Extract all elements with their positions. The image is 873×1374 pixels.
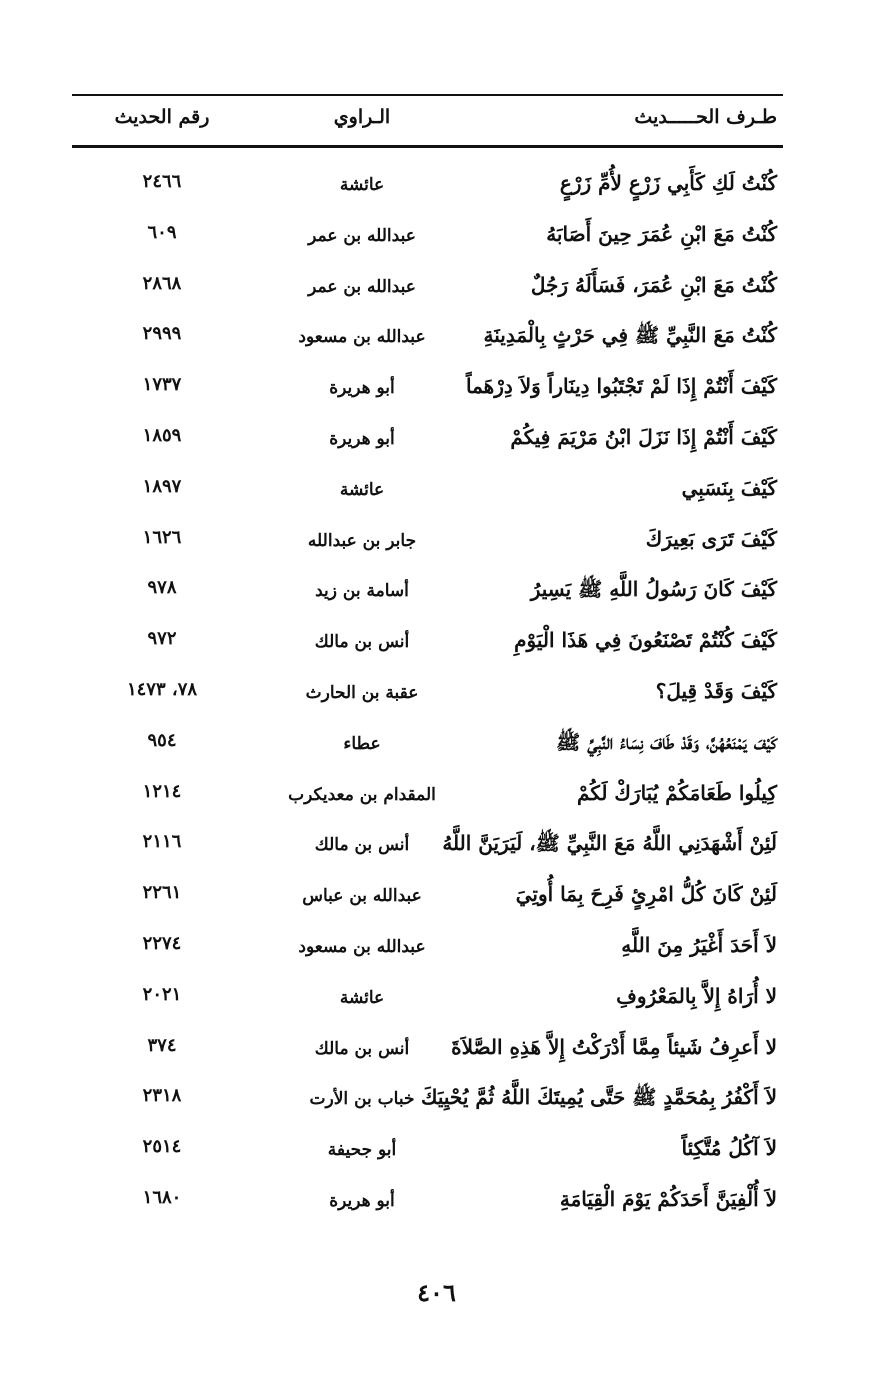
hadith-text: كَيْفَ كَانَ رَسُولُ اللَّهِ ﷺ يَسِيرُ [530, 577, 777, 602]
narrator: عقبة بن الحارث [305, 682, 419, 703]
table-row [72, 978, 783, 1029]
table-row [72, 470, 783, 521]
table-row [72, 216, 783, 267]
narrator: عائشة [339, 175, 385, 195]
header-bottom-rule [72, 145, 783, 148]
table-row [72, 825, 783, 876]
hadith-text: لا أُرَاهُ إِلاَّ بِالمَعْرُوفِ [616, 983, 777, 1008]
hadith-text: كِيلُوا طَعَامَكُمْ يُبَارَكْ لَكُمْ [577, 780, 777, 805]
table-row [72, 317, 783, 368]
hadith-number: ٩٧٨ [147, 577, 177, 599]
hadith-number: ٩٥٤ [147, 729, 177, 751]
narrator: عبدالله بن مسعود [298, 936, 426, 957]
hadith-number: ١٨٥٩ [142, 424, 182, 446]
hadith-number: ٢٠٢١ [142, 983, 182, 1005]
table-row [72, 724, 783, 775]
table-row [72, 876, 783, 927]
hadith-number: ٢٥١٤ [142, 1136, 182, 1158]
table-row [72, 673, 783, 724]
hadith-number: ١٦٨٠ [142, 1186, 182, 1208]
hadith-number: ٢٩٩٩ [142, 323, 182, 345]
hadith-text: كُنْتُ مَعَ النَّبِيِّ ﷺ فِي حَرْثٍ بِالْمَدِينَةِ [483, 323, 777, 348]
table-row [72, 1079, 783, 1130]
hadith-text: كُنْتُ مَعَ ابْنِ عُمَرَ، فَسَأَلَهُ رَجُلٌ [530, 272, 777, 297]
narrator: أنس بن مالك [314, 632, 410, 653]
table-row [72, 368, 783, 419]
hadith-text: لاَ آكُلُ مُتَّكِئاً [681, 1136, 777, 1161]
narrator: أنس بن مالك [314, 835, 410, 856]
hadith-text: كَيْفَ كُنْتُمْ تَصْنَعُونَ فِي هَذَا الْيَوْمِ [514, 628, 777, 653]
hadith-number: ٢٣١٨ [142, 1085, 182, 1107]
table-row [72, 775, 783, 826]
hadith-text: لاَ أَحَدَ أَغْيَرُ مِنَ اللَّهِ [621, 932, 777, 957]
header-hadith-number: رقم الحديث [114, 106, 210, 128]
hadith-text: كَيْفَ أَنْتُمْ إِذَا نَزَلَ ابْنُ مَرْيَمَ فِيكُمْ [510, 424, 777, 449]
hadith-number: ٦٠٩ [147, 221, 177, 243]
hadith-text: لَئِنْ أَشْهَدَنِي اللَّهُ مَعَ النَّبِيِّ ﷺ، لَيَرَيَنَّ اللَّهُ [442, 831, 777, 856]
hadith-text: كَيْفَ أَنْتُمْ إِذَا لَمْ تَجْتَبُوا دِينَاراً وَلاَ دِرْهَماً [466, 374, 777, 399]
narrator: عطاء [343, 733, 381, 754]
hadith-number: ١٨٩٧ [142, 475, 182, 497]
hadith-text: لاَ أُلْفِيَنَّ أَحَدَكُمْ يَوْمَ الْقِيَامَةِ [559, 1186, 777, 1211]
hadith-number: ٧٨، ١٤٧٣ [126, 678, 198, 700]
table-row [72, 267, 783, 318]
narrator: المقدام بن معديكرب [288, 784, 436, 805]
narrator: خباب بن الأرت [309, 1089, 415, 1110]
page-number: ٤٠٦ [417, 1278, 456, 1307]
header-hadith-text: طـرف الحـــــديث [634, 106, 777, 128]
hadith-text: كَيْفَ بِنَسَبِي [681, 475, 777, 500]
hadith-text: كَيْفَ تَرَى بَعِيرَكَ [645, 526, 777, 551]
table-row [72, 1181, 783, 1232]
narrator: عائشة [339, 987, 385, 1008]
table-row [72, 622, 783, 673]
hadith-number: ٩٧٢ [147, 628, 177, 650]
hadith-text: كَيْفَ يَمْنَعُهُنَّ، وَقَدْ طَافَ نِسَاءُ النَّبِيِّ ﷺ [556, 729, 777, 754]
hadith-number: ٢٢٧٤ [142, 932, 182, 954]
narrator: أنس بن مالك [314, 1038, 410, 1059]
narrator: عبدالله بن عباس [302, 886, 422, 907]
narrator: أبو جحيفة [327, 1140, 397, 1161]
hadith-text: لاَ أَكْفُرُ بِمُحَمَّدٍ ﷺ حَتَّى يُمِيتَكَ اللَّهُ ثُمَّ يُحْيِيَكَ [421, 1085, 777, 1110]
table-row [72, 419, 783, 470]
table-row [72, 165, 783, 216]
table-header [72, 100, 783, 142]
hadith-index-table [72, 165, 783, 1232]
hadith-text: لا أَعرِفُ شَيئاً مِمَّا أَدْرَكْتُ إِلاَّ هَذِهِ الصَّلاَةَ [451, 1034, 777, 1059]
hadith-number: ٢٨٦٨ [142, 272, 182, 294]
narrator: عبدالله بن عمر [308, 276, 416, 297]
narrator: عائشة [339, 479, 385, 500]
hadith-number: ٢٤٦٦ [142, 171, 182, 192]
hadith-number: ٢٢٦١ [142, 882, 182, 904]
hadith-text: كَيْفَ وَقَدْ قِيلَ؟ [655, 678, 777, 703]
hadith-number: ٢١١٦ [142, 831, 182, 853]
narrator: عبدالله بن مسعود [298, 327, 426, 348]
narrator: أسامة بن زيد [315, 581, 409, 602]
narrator: أبو هريرة [329, 428, 395, 449]
narrator: جابر بن عبدالله [307, 530, 417, 551]
narrator: أبو هريرة [329, 378, 395, 399]
hadith-number: ١٦٢٦ [142, 526, 182, 548]
narrator: أبو هريرة [329, 1190, 395, 1211]
table-row [72, 571, 783, 622]
hadith-text: كُنْتُ مَعَ ابْنِ عُمَرَ حِينَ أَصَابَهُ [546, 221, 777, 246]
hadith-number: ١٧٣٧ [142, 374, 182, 396]
table-row [72, 927, 783, 978]
hadith-text: لَئِنْ كَانَ كُلُّ امْرِئٍ فَرِحَ بِمَا أُوتِيَ [515, 882, 777, 907]
table-row [72, 1029, 783, 1080]
header-narrator: الـراوي [333, 106, 391, 128]
hadith-number: ١٢١٤ [142, 780, 182, 802]
hadith-number: ٣٧٤ [147, 1034, 177, 1056]
table-row [72, 521, 783, 572]
hadith-text: كُنْتُ لَكِ كَأَبِي زَرْعٍ لأُمِّ زَرْعٍ [559, 171, 777, 195]
table-row [72, 1130, 783, 1181]
narrator: عبدالله بن عمر [308, 225, 416, 246]
header-top-rule [72, 94, 783, 96]
